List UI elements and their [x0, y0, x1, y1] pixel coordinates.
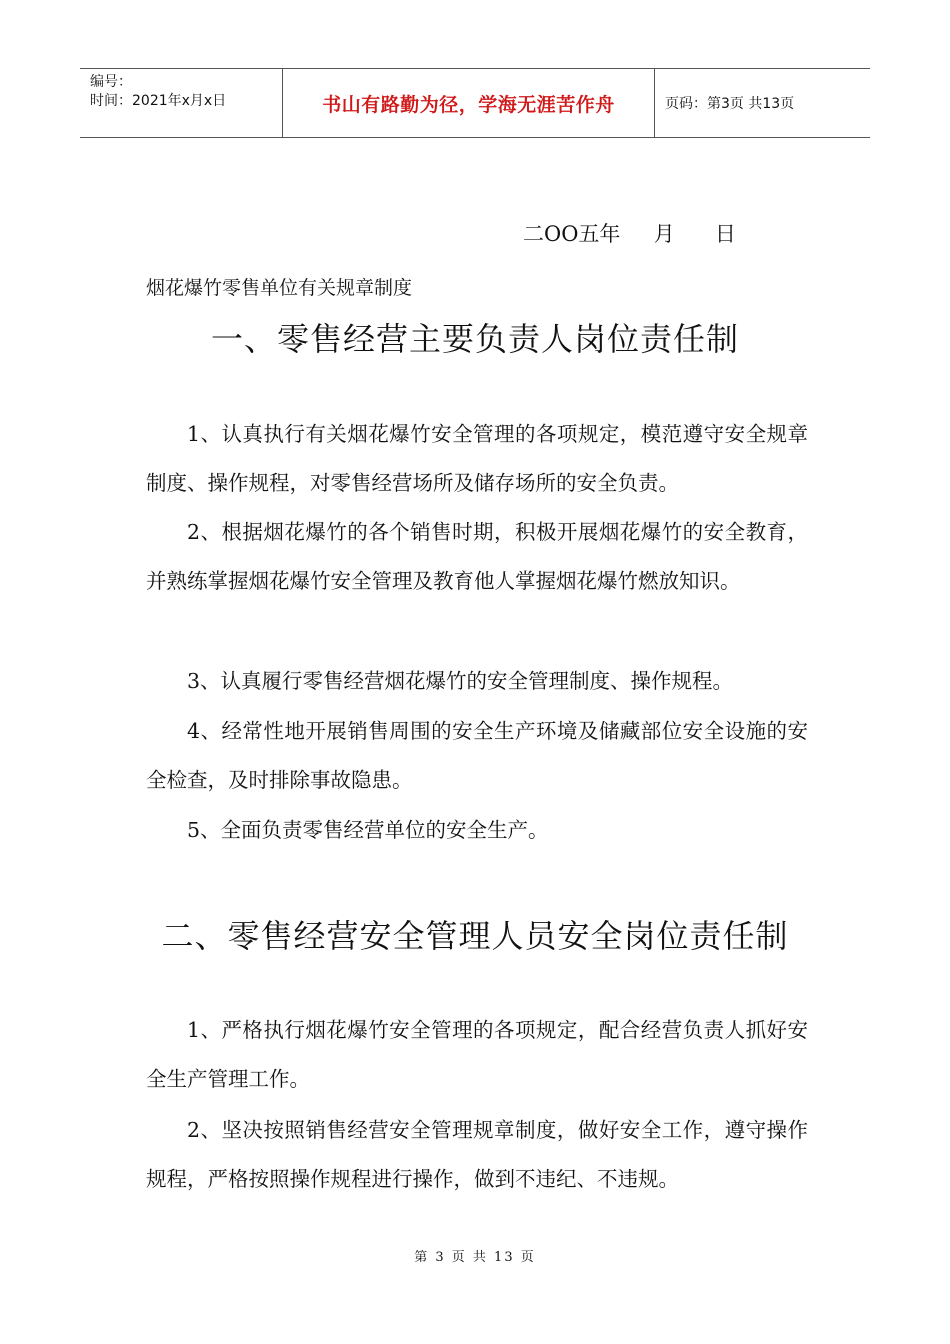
date-line: 二OO五年 月 日 [523, 222, 736, 246]
section-2-item: 2、坚决按照销售经营安全管理规章制度，做好安全工作，遵守操作规程，严格按照操作规程进行操作，做到不违纪、不违规。 [146, 1118, 808, 1191]
header-page-cell [655, 69, 870, 137]
page-footer: 第 3 页 共 13 页 [414, 1250, 536, 1265]
motto: 书山有路勤为径，学海无涯苦作舟 [322, 93, 615, 116]
section-1-item: 3、认真履行零售经营烟花爆竹的安全管理制度、操作规程。 [187, 669, 734, 693]
section-1-item: 2、根据烟花爆竹的各个销售时期，积极开展烟花爆竹的安全教育，并熟练掌握烟花爆竹安全管理及教育他人掌握烟花爆竹燃放知识。 [146, 520, 808, 593]
header-meta [80, 69, 282, 137]
section-2-item: 1、严格执行烟花爆竹安全管理的各项规定，配合经营负责人抓好安全生产管理工作。 [146, 1018, 808, 1091]
header-motto-cell [282, 69, 655, 137]
section-1-title: 一、零售经营主要负责人岗位责任制 [210, 320, 739, 358]
section-2-title: 二、零售经营安全管理人员安全岗位责任制 [161, 917, 789, 955]
section-1-item: 4、经常性地开展销售周围的安全生产环境及储藏部位安全设施的安全检查，及时排除事故隐患。 [146, 719, 808, 792]
document-title: 烟花爆竹零售单位有关规章制度 [146, 277, 413, 299]
section-1-item: 5、全面负责零售经营单位的安全生产。 [187, 818, 549, 842]
number-label: 编号： [90, 74, 132, 90]
header-table [80, 68, 870, 138]
section-1-item: 1、认真执行有关烟花爆竹安全管理的各项规定，模范遵守安全规章制度、操作规程，对零售经营场所及储存场所的安全负责。 [146, 422, 808, 495]
time-label: 时间：2021年x月x日 [90, 93, 227, 109]
page-info: 页码：第3页 共13页 [665, 96, 795, 112]
